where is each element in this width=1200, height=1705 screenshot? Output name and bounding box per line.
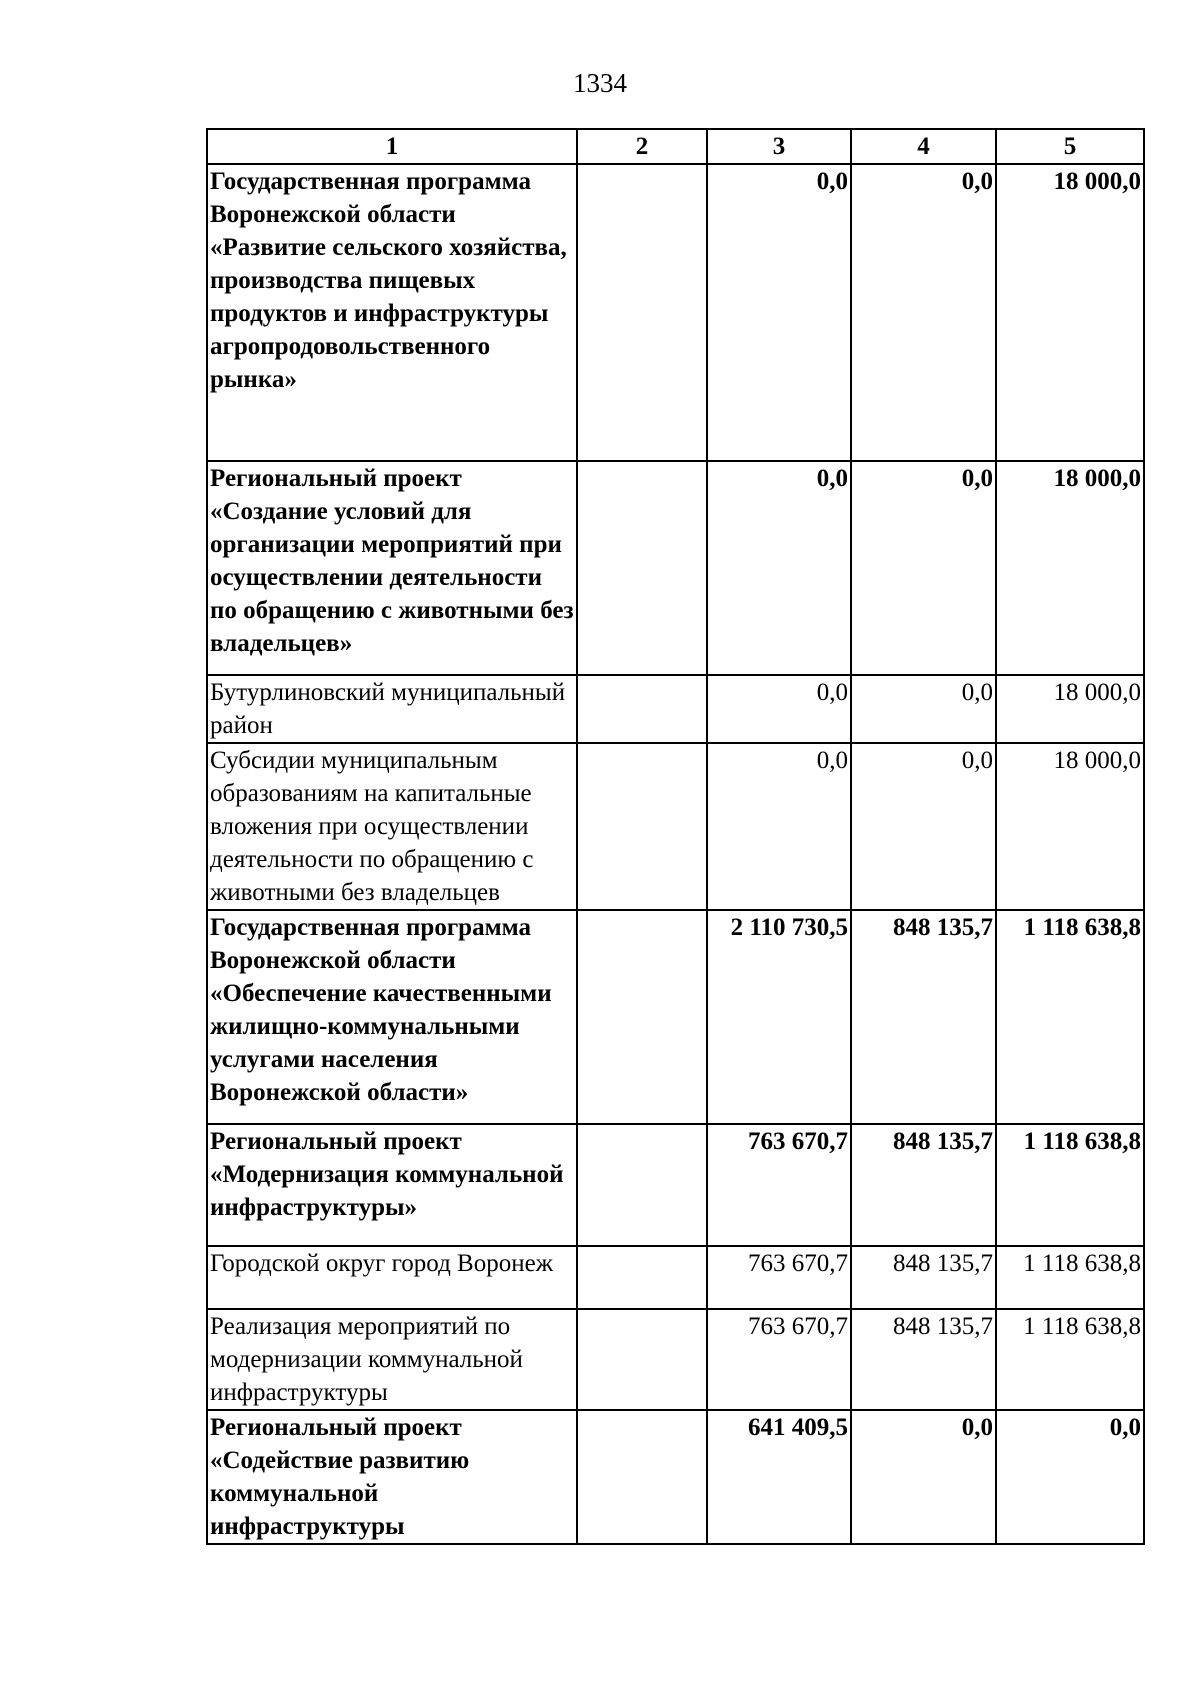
table-row <box>207 743 1144 910</box>
row-col2-cell <box>577 1309 707 1410</box>
table-row <box>207 910 1144 1124</box>
table-row <box>207 1309 1144 1410</box>
row-col2-cell <box>577 1410 707 1544</box>
header-row <box>207 129 1144 164</box>
row-col3-cell: 641 409,5 <box>707 1410 851 1544</box>
row-col2-cell <box>577 743 707 910</box>
row-col4-cell: 848 135,7 <box>851 1124 996 1246</box>
row-col5-cell: 18 000,0 <box>996 461 1144 675</box>
row-col5-cell: 1 118 638,8 <box>996 1124 1144 1246</box>
row-col4-cell: 0,0 <box>851 675 996 743</box>
row-name-cell: Государственная программа Воронежской области «Развитие сельского хозяйства, производства пищевых продуктов и инфраструктуры агропродовольственного рынка» <box>207 164 577 461</box>
row-col5-cell: 18 000,0 <box>996 164 1144 461</box>
row-name-cell: Бутурлиновский муниципальный район <box>207 675 577 743</box>
row-col2-cell <box>577 1124 707 1246</box>
row-name-cell: Региональный проект «Модернизация коммунальной инфраструктуры» <box>207 1124 577 1246</box>
table-row <box>207 675 1144 743</box>
table-row <box>207 1124 1144 1246</box>
row-name-cell: Региональный проект «Создание условий для организации мероприятий при осуществлении деятельности по обращению с животными без владельцев» <box>207 461 577 675</box>
row-name-cell: Региональный проект «Содействие развитию коммунальной инфраструктуры <box>207 1410 577 1544</box>
row-col4-cell: 0,0 <box>851 1410 996 1544</box>
table-row <box>207 1246 1144 1309</box>
row-col3-cell: 763 670,7 <box>707 1246 851 1309</box>
column-header-4: 4 <box>851 129 996 164</box>
row-col3-cell: 2 110 730,5 <box>707 910 851 1124</box>
row-col4-cell: 0,0 <box>851 743 996 910</box>
page-number: 1334 <box>573 68 627 98</box>
budget-table <box>206 128 1145 1545</box>
column-header-1: 1 <box>207 129 577 164</box>
table-row <box>207 461 1144 675</box>
row-col4-cell: 0,0 <box>851 461 996 675</box>
row-col3-cell: 0,0 <box>707 743 851 910</box>
row-col2-cell <box>577 461 707 675</box>
row-col2-cell <box>577 1246 707 1309</box>
row-name-cell: Реализация мероприятий по модернизации коммунальной инфраструктуры <box>207 1309 577 1410</box>
row-col4-cell: 848 135,7 <box>851 910 996 1124</box>
row-col5-cell: 18 000,0 <box>996 743 1144 910</box>
table-row <box>207 164 1144 461</box>
row-col2-cell <box>577 910 707 1124</box>
row-col4-cell: 848 135,7 <box>851 1246 996 1309</box>
column-header-3: 3 <box>707 129 851 164</box>
table-body <box>207 164 1144 1544</box>
row-col2-cell <box>577 164 707 461</box>
column-header-2: 2 <box>577 129 707 164</box>
row-col2-cell <box>577 675 707 743</box>
row-col3-cell: 0,0 <box>707 164 851 461</box>
row-col5-cell: 1 118 638,8 <box>996 1309 1144 1410</box>
row-col3-cell: 763 670,7 <box>707 1124 851 1246</box>
row-col3-cell: 0,0 <box>707 461 851 675</box>
row-col5-cell: 18 000,0 <box>996 675 1144 743</box>
column-header-5: 5 <box>996 129 1144 164</box>
row-col5-cell: 0,0 <box>996 1410 1144 1544</box>
row-col4-cell: 0,0 <box>851 164 996 461</box>
row-col4-cell: 848 135,7 <box>851 1309 996 1410</box>
row-name-cell: Государственная программа Воронежской области «Обеспечение качественными жилищно-коммунальными услугами населения Воронежской области» <box>207 910 577 1124</box>
table-row <box>207 1410 1144 1544</box>
row-col5-cell: 1 118 638,8 <box>996 910 1144 1124</box>
row-col3-cell: 0,0 <box>707 675 851 743</box>
row-name-cell: Субсидии муниципальным образованиям на капитальные вложения при осуществлении деятельности по обращению с животными без владельцев <box>207 743 577 910</box>
table-header <box>207 129 1144 164</box>
row-col5-cell: 1 118 638,8 <box>996 1246 1144 1309</box>
row-name-cell: Городской округ город Воронеж <box>207 1246 577 1309</box>
row-col3-cell: 763 670,7 <box>707 1309 851 1410</box>
